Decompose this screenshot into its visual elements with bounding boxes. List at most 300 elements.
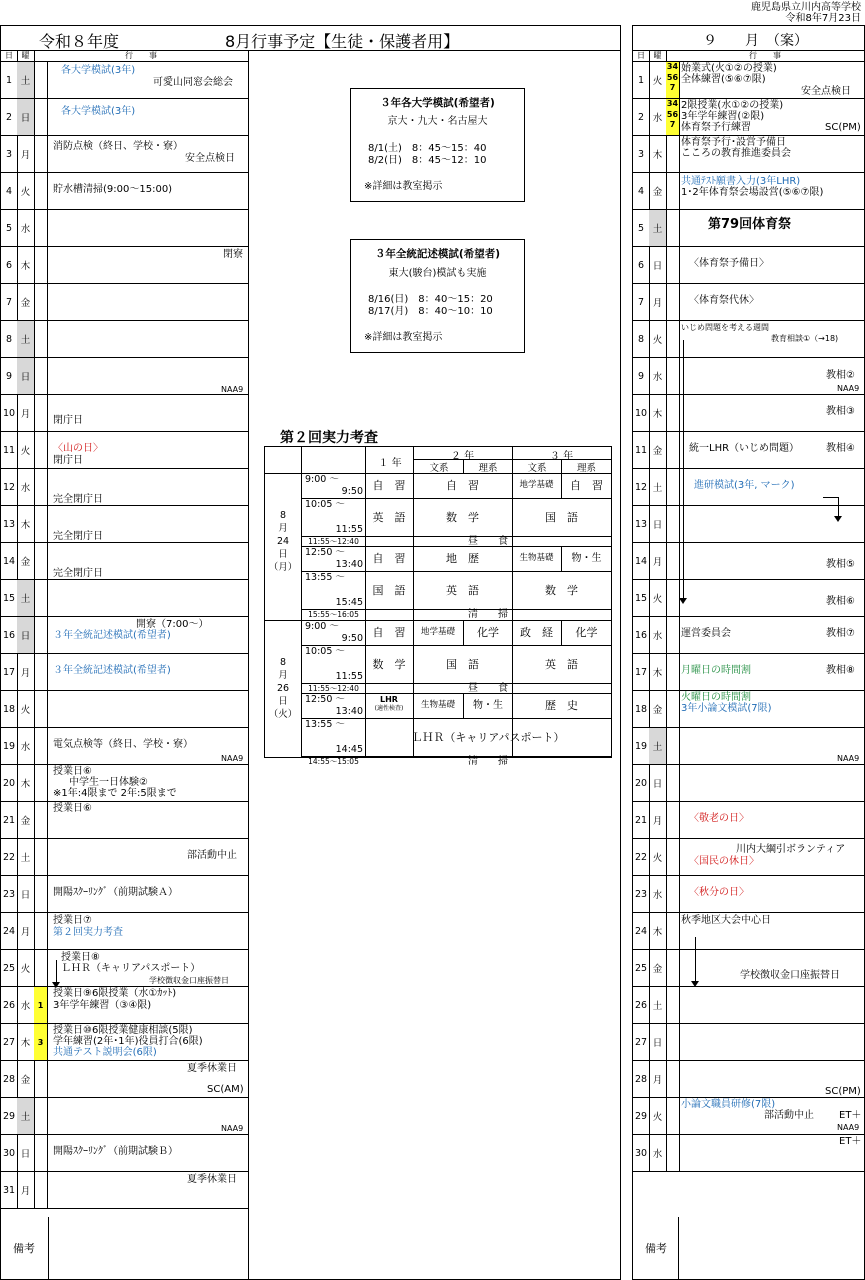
aug-weekday: 月 (17, 913, 35, 949)
aug-event-text: 安全点検日 (185, 153, 235, 164)
aug-event-text: 閉寮 (223, 249, 243, 260)
aug-weekday: 日 (17, 99, 35, 135)
aug-period-note (34, 247, 48, 283)
sep-day-row (633, 136, 864, 173)
exam-time-slot: 11:55～12:40 (308, 536, 359, 546)
sep-period-note (666, 1024, 680, 1060)
aug-event-text: NAA9 (221, 754, 244, 763)
aug-event-text: ※1年:4限まで 2年:5限まで (53, 788, 177, 799)
aug-period-note (34, 913, 48, 949)
sep-period-item: 34 (666, 62, 679, 71)
aug-period-note (34, 432, 48, 468)
aug-period-note (34, 136, 48, 172)
sep-day-row (633, 765, 864, 802)
sep-day-number: 29 (633, 1098, 650, 1134)
exam-date-char: （月） (268, 562, 298, 573)
sep-event-text: 秋季地区大会中心日 (681, 915, 771, 926)
sep-weekday: 日 (649, 506, 667, 542)
sep-day-number: 23 (633, 876, 650, 912)
sep-period-note (666, 1135, 680, 1171)
exam-time-start: 13:55 ～ (305, 572, 345, 583)
exam-cell: 数 学 (545, 583, 578, 597)
exam-time-end: 14:45 (335, 744, 363, 755)
aug-day-number: 22 (1, 839, 18, 875)
aug-event-text: ＬＨＲ（キャリアパスポート） (61, 963, 201, 974)
aug-day-number: 12 (1, 469, 18, 505)
sep-day-row (633, 580, 864, 617)
exam-lhr: LHR (380, 695, 398, 704)
sep-event-text: 進研模試(3年, マーク) (694, 480, 795, 491)
exam-time-end: 11:55 (335, 524, 363, 535)
sep-weekday: 水 (649, 1135, 667, 1171)
exam-cell: 地学基礎 (420, 627, 455, 637)
sep-day-row (633, 432, 864, 469)
aug-day-row (1, 99, 248, 136)
aug-weekday: 木 (17, 506, 35, 542)
sep-weekday: 月 (649, 284, 667, 320)
sep-weekday: 月 (649, 1061, 667, 1097)
aug-weekday: 木 (17, 765, 35, 801)
aug-event-text: 開陽ｽｸｰﾘﾝｸﾞ（前期試験Ａ） (53, 887, 178, 898)
sep-title-bar (633, 26, 864, 51)
sep-day-row (633, 802, 864, 839)
aug-day-number: 31 (1, 1172, 18, 1208)
sep-period-note (666, 284, 680, 320)
aug-day-number: 13 (1, 506, 18, 542)
sep-day-number: 12 (633, 469, 650, 505)
aug-weekday: 土 (17, 580, 35, 616)
sep-day-row (633, 728, 864, 765)
aug-period-note: 3 (34, 1024, 48, 1060)
sep-day-number: 15 (633, 580, 650, 616)
aug-weekday: 金 (17, 1061, 35, 1097)
sep-day-number: 24 (633, 913, 650, 949)
sep-day-row (633, 543, 864, 580)
exam-cell: 数 学 (372, 657, 406, 671)
sep-weekday: 月 (649, 802, 667, 838)
sep-day-row (633, 358, 864, 395)
aug-weekday: 水 (17, 987, 35, 1023)
sep-period-note (666, 99, 680, 135)
aug-day-number: 27 (1, 1024, 18, 1060)
boxA-line2: 8/1(土) 8：45～15：40 (368, 143, 487, 154)
aug-hdr-events: 行 事 (125, 51, 157, 60)
aug-period-note (34, 469, 48, 505)
sep-period-item: 7 (669, 120, 676, 129)
sep-day-row (633, 99, 864, 136)
sep-day-row (633, 691, 864, 728)
aug-day-row (1, 1061, 248, 1098)
boxB-note: ※詳細は教室掲示 (364, 332, 443, 343)
sep-event-text: 教相② (826, 370, 855, 381)
exam-date-char: 8 (279, 510, 287, 521)
sep-period-note (666, 210, 680, 246)
arrow-sep24 (695, 937, 696, 983)
sep-day-row (633, 506, 864, 543)
exam-time-end: 13:40 (335, 706, 363, 717)
sep-day-row (633, 395, 864, 432)
sep-hdr-events: 行 事 (749, 51, 781, 60)
sep-day-row (633, 1024, 864, 1061)
aug-day-number: 2 (1, 99, 18, 135)
sep-weekday: 土 (649, 987, 667, 1023)
aug-day-number: 26 (1, 987, 18, 1023)
boxB-line2: 8/16(日) 8：40～15：20 (368, 294, 493, 305)
aug-day-number: 11 (1, 432, 18, 468)
aug-weekday: 木 (17, 1024, 35, 1060)
exam-cell: 物・生 (571, 553, 602, 564)
aug-event-text: 共通テスト説明会(6限) (53, 1047, 157, 1058)
boxA-note: ※詳細は教室掲示 (364, 181, 443, 192)
aug-day-row (1, 358, 248, 395)
aug-day-number: 5 (1, 210, 18, 246)
aug-period-note (34, 802, 48, 838)
sep-weekday: 水 (649, 876, 667, 912)
aug-event-text: NAA9 (221, 1124, 244, 1133)
exam-h-g2: ２ 年 (450, 451, 475, 462)
aug-event-text: 完全閉庁日 (53, 494, 103, 505)
sep-hdr-weekday: 曜 (649, 50, 667, 61)
sep-weekday: 金 (649, 950, 667, 986)
sep-hdr-day: 日 (633, 50, 650, 61)
sep-day-row (633, 1135, 864, 1172)
aug-event-text: 消防点検（終日、学校・寮） (53, 141, 183, 152)
sep-calendar-body (632, 50, 865, 1280)
exam-cell: 英 語 (446, 583, 479, 597)
sep-event-text: 月曜日の時間割 (681, 665, 751, 676)
sep-day-row (633, 210, 864, 247)
aug-day-row (1, 728, 248, 765)
aug-day-row (1, 395, 248, 432)
sep-day-row (633, 284, 864, 321)
exam-cell: 自 習 (446, 479, 479, 492)
exam-lunch: 昼 食 (468, 535, 508, 547)
aug-event-text: 夏季休業日 (187, 1063, 237, 1074)
aug-event-text: 授業日⑥ (53, 803, 92, 814)
aug-event-text: 〈山の日〉 (53, 443, 103, 454)
sep-event-text: 〈体育祭予備日〉 (689, 258, 769, 269)
box-zento-mock (350, 239, 525, 353)
sep-event-text: ET＋ (839, 1110, 862, 1121)
aug-day-row (1, 765, 248, 802)
aug-day-row (1, 469, 248, 506)
exam-time-start: 9:00 ～ (305, 474, 339, 485)
aug-period-note (34, 765, 48, 801)
boxB-title: ３年全統記述模試(希望者) (374, 248, 501, 260)
aug-weekday: 月 (17, 395, 35, 431)
boxA-line1: 京大・九大・名古屋大 (387, 116, 488, 127)
school-name: 鹿児島県立川内高等学校 (751, 2, 861, 13)
aug-event-text: 閉庁日 (53, 415, 83, 426)
sep-event-text: 〈敬老の日〉 (689, 813, 749, 824)
sep-event-text: 全体練習(⑤⑥⑦限) (681, 74, 766, 85)
aug-day-number: 14 (1, 543, 18, 579)
sep-day-number: 18 (633, 691, 650, 727)
sep-day-number: 8 (633, 321, 650, 357)
sep-weekday: 木 (649, 395, 667, 431)
sep-weekday: 土 (649, 210, 667, 246)
aug-period-note (34, 284, 48, 320)
sep-event-text: NAA9 (837, 1123, 860, 1132)
sep-weekday: 日 (649, 765, 667, 801)
boxA-line3: 8/2(日) 8：45～12：10 (368, 155, 487, 166)
aug-event-text: 閉庁日 (53, 455, 83, 466)
sep-day-number: 9 (633, 358, 650, 394)
aug-day-number: 19 (1, 728, 18, 764)
aug-event-text: 中学生一日体験② (69, 777, 148, 788)
aug-event-text: NAA9 (221, 385, 244, 394)
aug-weekday: 火 (17, 173, 35, 209)
aug-day-number: 3 (1, 136, 18, 172)
sep-day-number: 5 (633, 210, 650, 246)
aug-event-text: 各大学模試(3年) (61, 106, 136, 117)
arrow-sep24-head (691, 981, 699, 987)
sep-day-number: 14 (633, 543, 650, 579)
exam-date-char: 月 (278, 523, 288, 534)
aug-weekday: 月 (17, 136, 35, 172)
sep-period-item: 34 (666, 99, 679, 108)
aug-title: 8月行事予定【生徒・保護者用】 (225, 32, 460, 51)
aug-day-row (1, 284, 248, 321)
aug-day-number: 7 (1, 284, 18, 320)
sep-day-row (633, 654, 864, 691)
aug-period-note (34, 210, 48, 246)
sep-period-note (666, 1098, 680, 1134)
aug-day-row (1, 913, 248, 950)
aug-day-row (1, 210, 248, 247)
aug-event-text: ３年全統記述模試(希望者) (53, 630, 171, 641)
sep-day-number: 21 (633, 802, 650, 838)
sep-event-text: 始業式(火①②の授業) (681, 63, 777, 74)
aug-weekday: 土 (17, 839, 35, 875)
exam-cell: 自 習 (372, 626, 406, 639)
aug-event-text: ３年全統記述模試(希望者) (53, 665, 171, 676)
sep-weekday: 日 (649, 1024, 667, 1060)
aug-period-note (34, 99, 48, 135)
aug-event-text: 授業日⑩6限授業健康相談(5限) (53, 1025, 193, 1036)
exam-h-bun3: 文系 (527, 463, 547, 474)
sep-day-number: 13 (633, 506, 650, 542)
aug-day-number: 30 (1, 1135, 18, 1171)
exam-h-bun2: 文系 (429, 463, 449, 474)
sep-day-row (633, 321, 864, 358)
sep-event-text: 体育祭予行練習 (681, 122, 751, 133)
aug-day-number: 25 (1, 950, 18, 986)
aug-day-number: 23 (1, 876, 18, 912)
aug-event-text: 学年練習(2年･1年)役員打合(6限) (53, 1036, 203, 1047)
sep-event-text: 火曜日の時間割 (681, 692, 751, 703)
sep-weekday: 水 (649, 358, 667, 394)
sep-period-note (666, 580, 680, 616)
aug-day-number: 28 (1, 1061, 18, 1097)
aug-hdr-day: 日 (1, 50, 18, 61)
sep-event-text: 1･2年体育祭会場設営(⑤⑥⑦限) (681, 187, 824, 198)
aug-weekday: 火 (17, 950, 35, 986)
aug-period-note (34, 358, 48, 394)
sep-event-text: ET＋ (839, 1136, 862, 1147)
sep-event-text: 川内大綱引ボランティア (736, 844, 846, 855)
sep-day-number: 19 (633, 728, 650, 764)
aug-day-row (1, 1172, 248, 1209)
aug-weekday: 土 (17, 321, 35, 357)
aug-period-note (34, 580, 48, 616)
sep-day-number: 28 (633, 1061, 650, 1097)
sep-day-row (633, 469, 864, 506)
sep-weekday: 土 (649, 728, 667, 764)
exam-time-end: 13:40 (335, 559, 363, 570)
sep-period-note (666, 136, 680, 172)
sep-event-text: 学校徴収金口座振替日 (740, 970, 840, 981)
sep-weekday: 金 (649, 173, 667, 209)
aug-period-note (34, 1098, 48, 1134)
exam-cell: 地 歴 (446, 552, 479, 565)
sep-event-text: 3年学年練習(②限) (681, 111, 765, 122)
sep-weekday: 月 (649, 543, 667, 579)
aug-weekday: 水 (17, 728, 35, 764)
sep-day-row (633, 839, 864, 876)
aug-day-number: 17 (1, 654, 18, 690)
aug-period-note (34, 62, 48, 98)
aug-day-row (1, 1024, 248, 1061)
sep-day-number: 6 (633, 247, 650, 283)
sep-event-text: 教相④ (826, 443, 855, 454)
aug-day-number: 6 (1, 247, 18, 283)
aug-day-row (1, 321, 248, 358)
aug-event-text: 貯水槽清掃(9:00～15:00) (53, 184, 173, 195)
exam-h-g1: １ 年 (378, 458, 402, 469)
sep-weekday: 木 (649, 913, 667, 949)
aug-event-text: 可愛山同窓会総会 (153, 77, 233, 88)
aug-day-row (1, 617, 248, 654)
exam-h-ri3: 理系 (576, 463, 596, 474)
aug-event-text: SC(AM) (207, 1084, 244, 1095)
aug-hdr-weekday: 曜 (17, 50, 35, 61)
exam-cell: 生物基礎 (420, 700, 455, 710)
boxA-title: ３年各大学模試(希望者) (380, 97, 495, 109)
sep-event-text: いじめ問題を考える週間 (681, 323, 769, 332)
exam-time-slot: 11:55～12:40 (308, 683, 359, 693)
exam-time-start: 10:05 ～ (305, 499, 345, 510)
sep-event-text: 体育祭予行･設営予備日 (681, 137, 786, 148)
sep-event-text: SC(PM) (825, 122, 861, 133)
sep-event-text: SC(PM) (825, 1086, 861, 1097)
sep-period-note (666, 395, 680, 431)
aug-weekday: 火 (17, 691, 35, 727)
sep-event-text: 2限授業(水①②の授業) (681, 100, 784, 111)
sep-event-text: 教相⑤ (826, 559, 855, 570)
aug-event-text: 授業日⑥ (53, 766, 92, 777)
sep-period-note (666, 913, 680, 949)
sep-weekday: 火 (649, 1098, 667, 1134)
sep-event-text: 教育相談①（→18) (771, 334, 839, 343)
sep-day-number: 11 (633, 432, 650, 468)
aug-period-note (34, 173, 48, 209)
sep-day-number: 3 (633, 136, 650, 172)
sep-event-text: 教相⑥ (826, 596, 855, 607)
sep-day-number: 17 (633, 654, 650, 690)
sep-remarks (633, 1217, 864, 1280)
sep-day-number: 26 (633, 987, 650, 1023)
aug-weekday: 日 (17, 358, 35, 394)
sep-day-row (633, 247, 864, 284)
aug-day-row (1, 543, 248, 580)
exam-date-char: （火） (268, 709, 298, 720)
aug-day-row (1, 173, 248, 210)
boxB-line1: 東大(駿台)模試も実施 (388, 268, 487, 279)
aug-event-text: 第２回実力考査 (53, 927, 123, 938)
exam-date-char: 8 (279, 657, 287, 668)
sep-day-number: 27 (633, 1024, 650, 1060)
aug-day-row (1, 1098, 248, 1135)
sep-day-number: 16 (633, 617, 650, 653)
exam-date-char: 24 (276, 536, 290, 547)
aug-event-text: 夏季休業日 (187, 1174, 237, 1185)
aug-weekday: 金 (17, 284, 35, 320)
sep-event-text: 3年小論文模試(7限) (681, 703, 772, 714)
aug-year: 令和８年度 (39, 32, 120, 51)
sep-day-row (633, 173, 864, 210)
aug-day-number: 1 (1, 62, 18, 98)
exam-h-ri2: 理系 (478, 463, 498, 474)
sep-weekday: 木 (649, 654, 667, 690)
exam-cell: 英 語 (545, 657, 578, 671)
sep-weekday: 水 (649, 617, 667, 653)
sep-period-note (666, 469, 680, 505)
exam-cleaning: 清 掃 (468, 608, 508, 620)
aug-remarks (1, 1217, 248, 1280)
exam-lhr-sub: (適性検査) (374, 705, 404, 712)
aug-header-row (1, 50, 248, 62)
sep-day-row (633, 987, 864, 1024)
exam-cell: 歴 史 (545, 699, 578, 712)
sep-weekday: 金 (649, 432, 667, 468)
sep-event-text: 統一LHR（いじめ問題） (689, 443, 800, 454)
aug-event-text: 開陽ｽｸｰﾘﾝｸﾞ（前期試験Ｂ） (53, 1146, 178, 1157)
arrow-shinken-h (823, 497, 838, 498)
sep-event-text: こころの教育推進委員会 (681, 148, 791, 159)
sep-event-text: 教相③ (826, 406, 855, 417)
exam-cell: 地学基礎 (519, 480, 554, 490)
sep-event-text: 安全点検日 (801, 86, 851, 97)
sep-period-note (666, 506, 680, 542)
sep-weekday: 日 (649, 247, 667, 283)
exam-h-g3: ３ 年 (549, 451, 574, 462)
aug-day-number: 29 (1, 1098, 18, 1134)
aug-day-number: 18 (1, 691, 18, 727)
aug-day-row (1, 1135, 248, 1172)
exam-time-slot: 15:55～16:05 (308, 609, 359, 619)
sep-weekday: 火 (649, 580, 667, 616)
sep-day-number: 25 (633, 950, 650, 986)
aug-weekday: 月 (17, 1172, 35, 1208)
aug-weekday: 土 (17, 1098, 35, 1134)
exam-cell: 国 語 (545, 510, 578, 524)
sep-event-text: 共通ﾃｽﾄ願書入力(3年LHR) (681, 176, 801, 187)
aug-period-note (34, 950, 48, 986)
sep-day-row (633, 950, 864, 987)
aug-event-text: 学校徴収金口座振替日 (149, 976, 229, 985)
aug-day-row (1, 691, 248, 728)
aug-weekday: 日 (17, 876, 35, 912)
aug-period-note (34, 1135, 48, 1171)
exam-table (264, 446, 612, 767)
aug-day-row (1, 432, 248, 469)
sep-day-number: 1 (633, 62, 650, 98)
aug-weekday: 日 (17, 1135, 35, 1171)
exam-cleaning: 清 掃 (468, 755, 508, 767)
sep-weekday: 金 (649, 691, 667, 727)
sep-day-row (633, 913, 864, 950)
